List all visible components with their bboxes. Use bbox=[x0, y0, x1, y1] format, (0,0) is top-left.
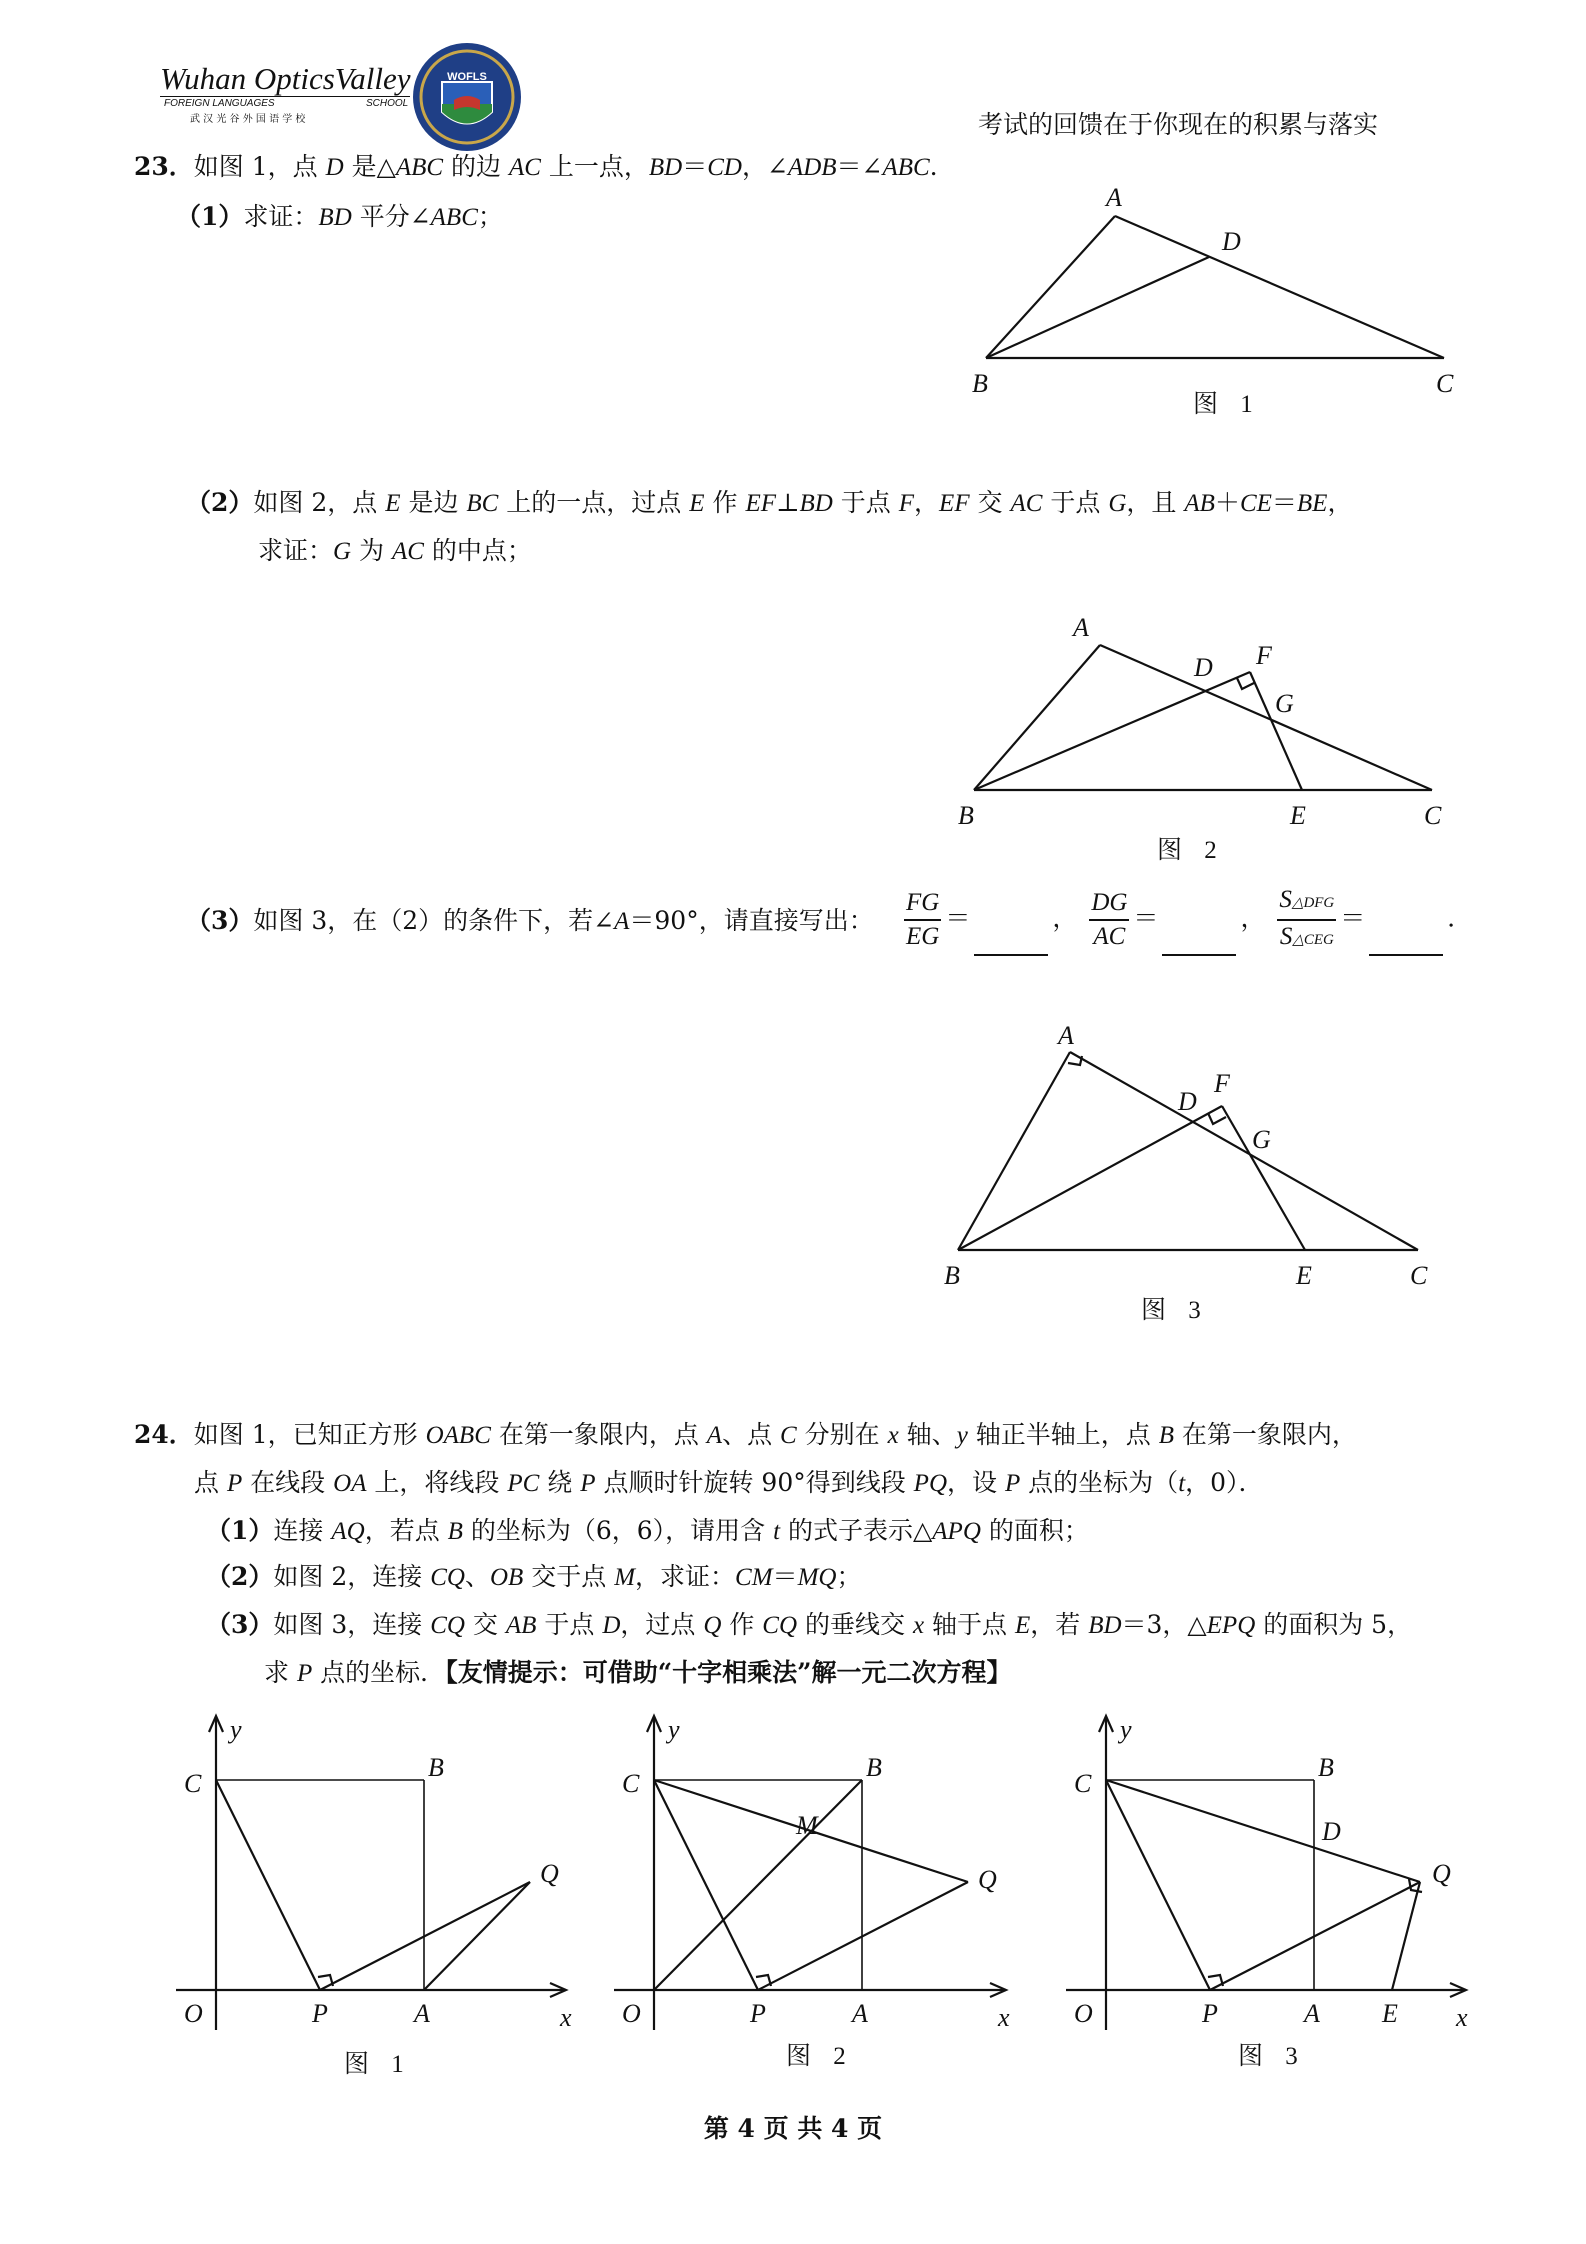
q24-fig2-caption: 图 2 bbox=[786, 2043, 854, 2070]
q24-fig3-caption: 图 3 bbox=[1238, 2043, 1306, 2070]
logo-chinese-name: 武 汉 光 谷 外 国 语 学 校 bbox=[190, 114, 306, 125]
svg-text:B: B bbox=[1318, 1753, 1334, 1782]
svg-text:A: A bbox=[1073, 613, 1089, 642]
svg-text:E: E bbox=[1296, 1261, 1312, 1290]
q23-fig2-caption: 图 2 bbox=[1157, 837, 1225, 864]
svg-text:D: D bbox=[1178, 1087, 1197, 1116]
svg-text:D: D bbox=[1322, 1817, 1341, 1846]
svg-text:C: C bbox=[622, 1769, 640, 1798]
header-motto: 考试的回馈在于你现在的积累与落实 bbox=[978, 110, 1379, 139]
q24-fig1-caption: 图 1 bbox=[344, 2051, 412, 2078]
svg-text:A: A bbox=[414, 1999, 430, 2028]
q24-number: 24． bbox=[134, 1420, 194, 1449]
q23-part3-answers: $\frac{FG}{EG}$ ＝ ， $\frac{DG}{AC}$ ＝ ， $\frac{\text{S△DFG}}{\text{S△CEG}}$ ＝ ． bbox=[900, 884, 1472, 956]
svg-text:A: A bbox=[1304, 1999, 1320, 2028]
logo-foreign-languages: FOREIGN LANGUAGES bbox=[164, 98, 275, 109]
q24-stem-line1: 24．如图 1，已知正方形 OABC 在第一象限内，点 A、点 C 分别在 x 轴、y 轴正半轴上，点 B 在第一象限内， bbox=[134, 1420, 1357, 1449]
q23-fig1-caption: 图 1 bbox=[1193, 391, 1261, 418]
svg-text:A: A bbox=[1106, 183, 1122, 212]
svg-text:D: D bbox=[1194, 653, 1213, 682]
svg-text:G: G bbox=[1275, 689, 1294, 718]
q23-part2-line1: （2）如图 2，点 E 是边 BC 上的一点，过点 E 作 EF⊥BD 于点 F，EF 交 AC 于点 G，且 AB＋CE＝BE， bbox=[186, 488, 1353, 517]
svg-text:O: O bbox=[622, 1999, 641, 2028]
q23-part2-line2: 求证：G 为 AC 的中点； bbox=[258, 536, 532, 565]
svg-text:y: y bbox=[668, 1715, 680, 1744]
q24-part1: （1）连接 AQ，若点 B 的坐标为（6，6），请用含 t 的式子表示△APQ 的面积； bbox=[206, 1516, 1089, 1545]
svg-text:x: x bbox=[998, 2003, 1010, 2032]
svg-text:P: P bbox=[1202, 1999, 1218, 2028]
svg-text:M: M bbox=[796, 1811, 818, 1840]
q24-hint: 【友情提示：可借助“十字相乘法”解一元二次方程】 bbox=[445, 1658, 1012, 1687]
svg-text:P: P bbox=[312, 1999, 328, 2028]
svg-text:x: x bbox=[560, 2003, 572, 2032]
logo-school: SCHOOL bbox=[366, 98, 409, 109]
svg-text:Q: Q bbox=[1432, 1859, 1451, 1888]
svg-text:Q: Q bbox=[978, 1865, 997, 1894]
q23-fig3-caption: 图 3 bbox=[1141, 1297, 1209, 1324]
svg-text:x: x bbox=[1456, 2003, 1468, 2032]
svg-text:A: A bbox=[852, 1999, 868, 2028]
page-number: 第 4 页 共 4 页 bbox=[703, 2114, 883, 2143]
q24-part3-line1: （3）如图 3，连接 CQ 交 AB 于点 D，过点 Q 作 CQ 的垂线交 x 轴于点 E，若 BD＝3，△EPQ 的面积为 5， bbox=[206, 1610, 1413, 1639]
svg-text:y: y bbox=[1120, 1715, 1132, 1744]
svg-text:E: E bbox=[1290, 801, 1306, 830]
svg-text:A: A bbox=[1058, 1021, 1074, 1050]
svg-text:O: O bbox=[1074, 1999, 1093, 2028]
svg-text:F: F bbox=[1256, 641, 1272, 670]
svg-text:B: B bbox=[866, 1753, 882, 1782]
svg-text:B: B bbox=[958, 801, 974, 830]
q23-stem: 23．如图 1，点 D 是△ABC 的边 AC 上一点，BD＝CD，∠ADB＝∠ABC． bbox=[134, 152, 955, 181]
svg-text:y: y bbox=[230, 1715, 242, 1744]
svg-text:C: C bbox=[1436, 369, 1454, 398]
svg-text:G: G bbox=[1252, 1125, 1271, 1154]
svg-text:C: C bbox=[1074, 1769, 1092, 1798]
logo-wordmark: Wuhan OpticsValley bbox=[160, 61, 411, 96]
svg-text:C: C bbox=[184, 1769, 202, 1798]
svg-text:B: B bbox=[428, 1753, 444, 1782]
svg-text:E: E bbox=[1382, 1999, 1398, 2028]
q24-part2: （2）如图 2，连接 CQ、OB 交于点 M，求证：CM＝MQ； bbox=[206, 1562, 862, 1591]
svg-text:Q: Q bbox=[540, 1859, 559, 1888]
svg-text:O: O bbox=[184, 1999, 203, 2028]
q23-number: 23． bbox=[134, 152, 194, 181]
svg-text:C: C bbox=[1410, 1261, 1428, 1290]
svg-text:F: F bbox=[1214, 1069, 1230, 1098]
svg-text:C: C bbox=[1424, 801, 1442, 830]
q24-stem-line2: 点 P 在线段 OA 上，将线段 PC 绕 P 点顺时针旋转 90°得到线段 PQ，设 P 点的坐标为（t，0）． bbox=[194, 1468, 1264, 1497]
svg-text:B: B bbox=[972, 369, 988, 398]
svg-text:P: P bbox=[750, 1999, 766, 2028]
svg-text:B: B bbox=[944, 1261, 960, 1290]
q23-part3: （3）如图 3，在（2）的条件下，若∠A＝90°，请直接写出： bbox=[186, 906, 874, 935]
q24-part3-line2: 求 P 点的坐标．【友情提示：可借助“十字相乘法”解一元二次方程】 bbox=[264, 1658, 1012, 1687]
svg-text:D: D bbox=[1222, 227, 1241, 256]
q23-part1: （1）求证：BD 平分∠ABC； bbox=[176, 202, 503, 231]
badge-text: WOFLS bbox=[447, 71, 487, 83]
